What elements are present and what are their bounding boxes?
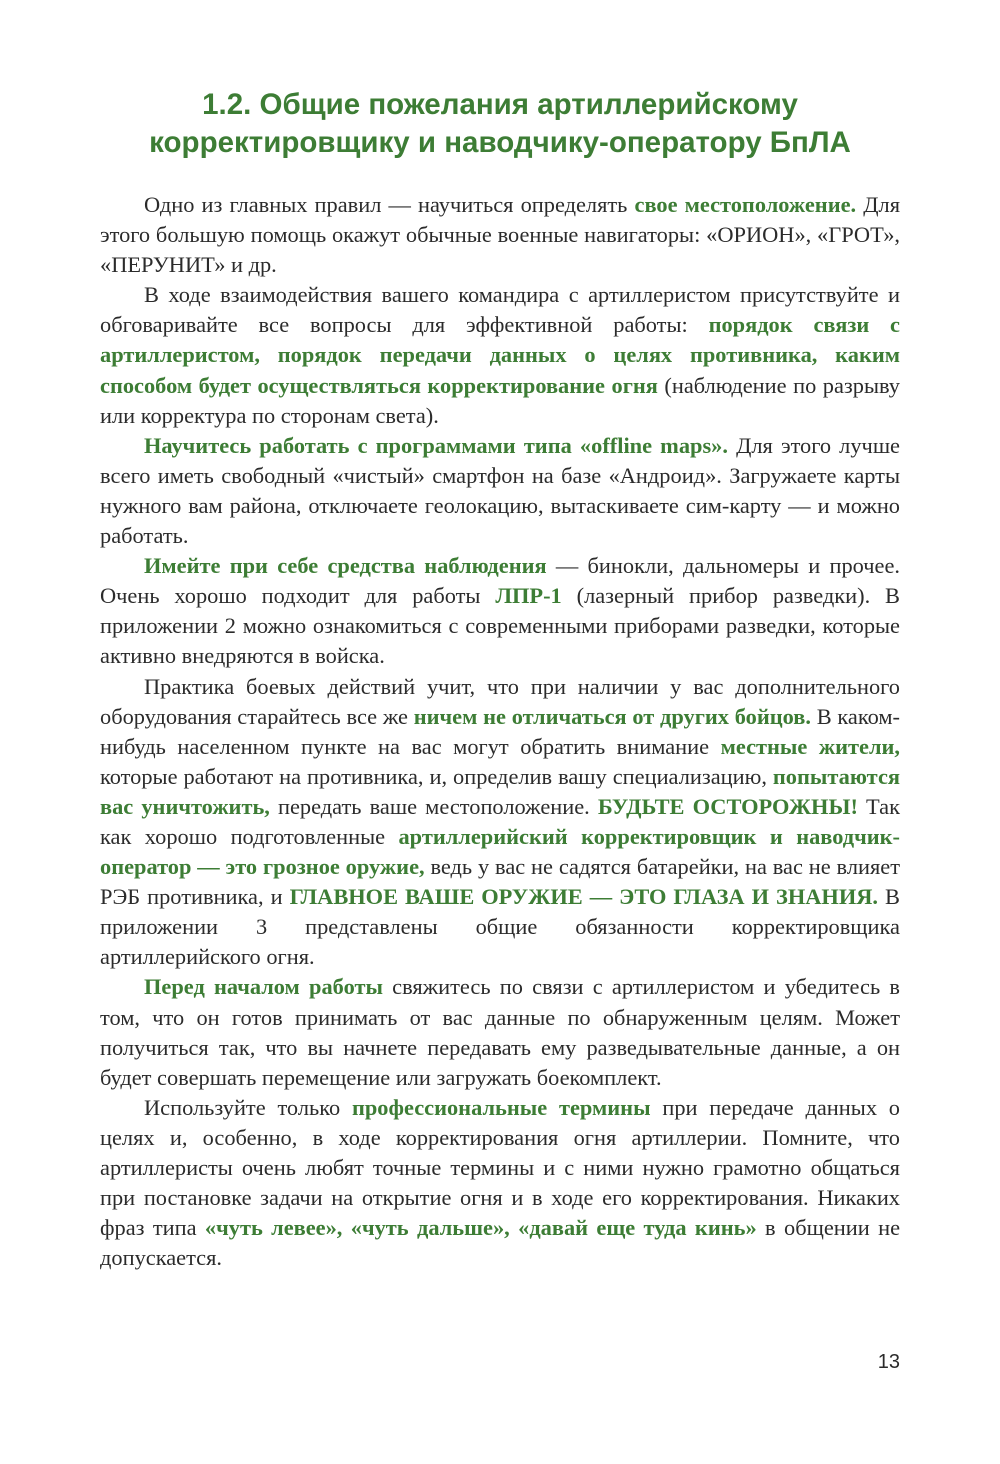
highlighted-text: попытаются вас уничтожить, [100, 763, 900, 819]
highlighted-text: Научитесь работать с программами типа «offline maps». [144, 432, 728, 458]
highlighted-text: профессиональные термины [351, 1094, 651, 1120]
highlighted-text: Перед началом работы [144, 974, 383, 1000]
text-run: передать ваше местоположение. [269, 793, 598, 819]
text-run: Для этого лучше всего иметь свободный «чистый» смартфон на базе «Андроид». Загружаете карты нужного вам района, отключаете геолокацию, вытаскиваете сим-карту — и можно работать. [100, 432, 900, 549]
text-run: В приложении 3 представлены общие обязанности корректировщика артиллерийского огня. [100, 884, 900, 970]
text-run: свяжитесь по связи с артиллеристом и убедитесь в том, что он готов принимать от вас данные по обнаруженным целям. Может получиться так, что вы начнете передавать ему разведывательные данные, а он будет совершать перемещение или загружать боекомплект. [100, 974, 900, 1090]
text-run: в общении не допускается. [100, 1215, 901, 1271]
paragraph [100, 972, 900, 1092]
page-number: 13 [877, 1351, 900, 1373]
text-run: Практика боевых действий учит, что при наличии у вас дополнительного оборудования старайтесь все же [100, 673, 900, 729]
highlighted-text: артиллерийский корректировщик и наводчик-оператор — это грозное оружие, [100, 823, 901, 880]
highlighted-text: ничем не отличаться от других бойцов. [413, 703, 811, 729]
paragraph [100, 190, 900, 280]
section-title: 1.2. Общие пожелания артиллерийскому корректировщику и наводчику-оператору БпЛА [149, 88, 851, 159]
text-run: Используйте только [144, 1094, 352, 1120]
text-run: Одно из главных правил — научиться определять [144, 192, 635, 217]
highlighted-text: порядок связи с артиллеристом, порядок передачи данных о целях противника, каким способом будет осуществляться корректирование огня [100, 312, 900, 398]
text-run: при передаче данных о целях и, особенно, в ходе корректирования огня артиллерии. Помните, что артиллеристы очень любят точные термины и с ними нужно грамотно общаться при постановке задачи на открытие огня и в ходе его корректирования. Никаких фраз типа [100, 1094, 900, 1241]
paragraph [100, 431, 900, 551]
paragraph [100, 672, 900, 973]
highlighted-text: ЛПР-1 [495, 583, 562, 609]
text-run: которые работают на противника, и, определив вашу специализацию, [100, 763, 773, 789]
document-page [100, 86, 900, 1273]
text-run: — бинокли, дальномеры и прочее. Очень хорошо подходит для работы [100, 553, 900, 609]
text-run: ведь у вас не садятся батарейки, на вас не влияет РЭБ противника, и [100, 854, 900, 910]
highlighted-text: БУДЬТЕ ОСТОРОЖНЫ! [597, 793, 858, 819]
highlighted-text: ГЛАВНОЕ ВАШЕ ОРУЖИЕ — ЭТО ГЛАЗА И ЗНАНИЯ. [289, 884, 879, 910]
text-run: (лазерный прибор разведки). В приложении 2 можно ознакомиться с современными приборами разведки, которые активно внедряются в войска. [100, 583, 900, 669]
text-run: Так как хорошо подготовленные [100, 793, 900, 849]
paragraph [100, 551, 900, 671]
text-run: В ходе взаимодействия вашего командира с артиллеристом присутствуйте и обговаривайте все вопросы для эффективной работы: [100, 282, 900, 338]
highlighted-text: местные жители, [720, 733, 901, 759]
text-run: Для этого большую помощь окажут обычные военные навигаторы: «ОРИОН», «ГРОТ», «ПЕРУНИТ» и др. [100, 192, 900, 278]
paragraph [100, 1093, 900, 1274]
text-run: (наблюдение по разрыву или корректура по сторонам света). [100, 372, 900, 428]
highlighted-text: свое местоположение. [634, 192, 857, 217]
paragraph [100, 280, 900, 430]
highlighted-text: «чуть левее», «чуть дальше», «давай еще туда кинь» [204, 1215, 757, 1241]
text-run: В каком-нибудь населенном пункте на вас могут обратить внимание [100, 703, 901, 759]
highlighted-text: Имейте при себе средства наблюдения [144, 553, 547, 579]
body-text [100, 190, 900, 1273]
